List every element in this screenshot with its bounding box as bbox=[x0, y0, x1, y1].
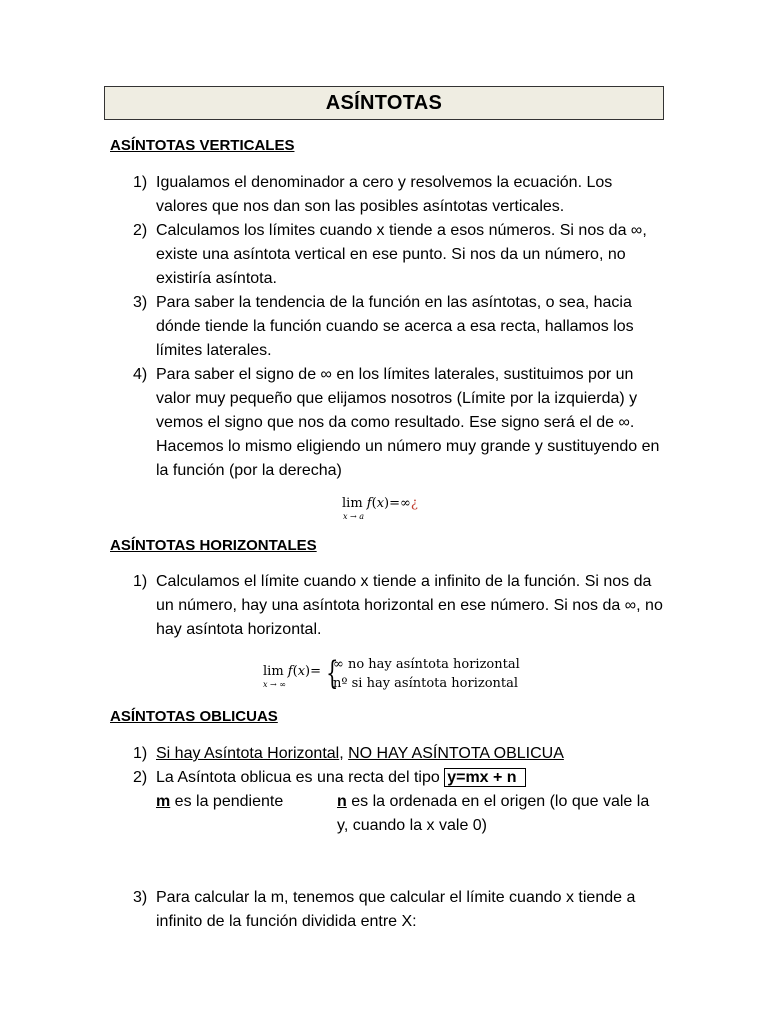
lim-subscript: x → ∞ bbox=[263, 680, 286, 689]
separator-text: , bbox=[339, 745, 349, 762]
line-equation-box: y=mx + n bbox=[444, 768, 525, 787]
oblique-list bbox=[133, 742, 663, 790]
function-symbol: f bbox=[366, 496, 372, 511]
list-number: 2) bbox=[133, 222, 148, 239]
list-item-text: Calculamos los límites cuando x tiende a esos números. Si nos da ∞, existe una asíntota vertical en ese punto. Si nos da un número, no existiría asíntota. bbox=[156, 222, 647, 287]
lim-subscript: x → a bbox=[343, 512, 365, 521]
case-infinity: ∞ no hay asíntota horizontal bbox=[333, 657, 520, 672]
section-heading-vertical: ASÍNTOTAS VERTICALES bbox=[110, 137, 295, 154]
list-number: 3) bbox=[133, 889, 148, 906]
list-item bbox=[133, 766, 663, 790]
n-label: n bbox=[337, 793, 347, 810]
lim-text: lim bbox=[263, 664, 284, 679]
list-item bbox=[133, 291, 663, 363]
list-item-text: La Asíntota oblicua es una recta del tipo bbox=[156, 769, 445, 786]
list-item-text: Para saber el signo de ∞ en los límites laterales, sustituimos por un valor muy pequeño que elijamos nosotros (Límite por la izquierda) y vemos el signo que nos da como resultado. Ese signo será el de ∞. Hacemos lo mismo eligiendo un número muy grande y sustituyendo en la función (por la derecha) bbox=[156, 366, 660, 479]
slope-note bbox=[156, 790, 283, 814]
m-description: es la pendiente bbox=[170, 793, 284, 810]
list-item bbox=[133, 363, 663, 483]
vertical-list bbox=[133, 171, 663, 483]
lim-text: lim bbox=[342, 496, 363, 511]
page-title: ASÍNTOTAS bbox=[104, 86, 664, 120]
list-number: 1) bbox=[133, 745, 148, 762]
variable-symbol: x bbox=[297, 664, 306, 679]
m-label: m bbox=[156, 793, 171, 810]
list-item-text: Para saber la tendencia de la función en las asíntotas, o sea, hacia dónde tiende la función cuando se acerca a esa recta, hallamos los límites laterales. bbox=[156, 294, 634, 359]
list-item bbox=[133, 219, 663, 291]
no-oblique-text: NO HAY ASÍNTOTA OBLICUA bbox=[348, 745, 564, 762]
list-item bbox=[133, 886, 663, 934]
inverted-question-mark: ¿ bbox=[410, 496, 418, 511]
n-description-cont: y, cuando la x vale 0) bbox=[337, 817, 488, 834]
left-brace-icon: { bbox=[326, 654, 339, 692]
intercept-note bbox=[337, 790, 663, 838]
horizontal-list bbox=[133, 570, 663, 642]
n-description: es la ordenada en el origen (lo que vale la bbox=[346, 793, 650, 810]
list-item bbox=[133, 171, 663, 219]
equals-infinity: =∞ bbox=[389, 496, 411, 511]
list-item bbox=[133, 570, 663, 642]
list-number: 1) bbox=[133, 573, 148, 590]
oblique-list-cont bbox=[133, 886, 663, 934]
section-heading-oblique: ASÍNTOTAS OBLICUAS bbox=[110, 708, 278, 725]
horizontal-limit-formula: lim f(x)= x → ∞ bbox=[263, 664, 322, 689]
equals-sign: = bbox=[310, 664, 322, 679]
list-item-text: Para calcular la m, tenemos que calcular el límite cuando x tiende a infinito de la función dividida entre X: bbox=[156, 889, 636, 930]
list-number: 4) bbox=[133, 366, 148, 383]
case-number: nº si hay asíntota horizontal bbox=[333, 676, 519, 691]
vertical-limit-formula: lim f(x)=∞¿ x → a bbox=[342, 496, 418, 521]
section-heading-horizontal: ASÍNTOTAS HORIZONTALES bbox=[110, 537, 317, 554]
list-item-text: Igualamos el denominador a cero y resolvemos la ecuación. Los valores que nos dan son las posibles asíntotas verticales. bbox=[156, 174, 613, 215]
variable-symbol: x bbox=[376, 496, 385, 511]
list-item-text: Calculamos el límite cuando x tiende a infinito de la función. Si nos da un número, hay una asíntota horizontal en ese número. Si nos da ∞, no hay asíntota horizontal. bbox=[156, 573, 663, 638]
has-horizontal-text: Si hay Asíntota Horizontal bbox=[156, 745, 340, 762]
function-symbol: f bbox=[287, 664, 293, 679]
list-number: 2) bbox=[133, 769, 148, 786]
list-number: 3) bbox=[133, 294, 148, 311]
list-number: 1) bbox=[133, 174, 148, 191]
list-item bbox=[133, 742, 663, 766]
